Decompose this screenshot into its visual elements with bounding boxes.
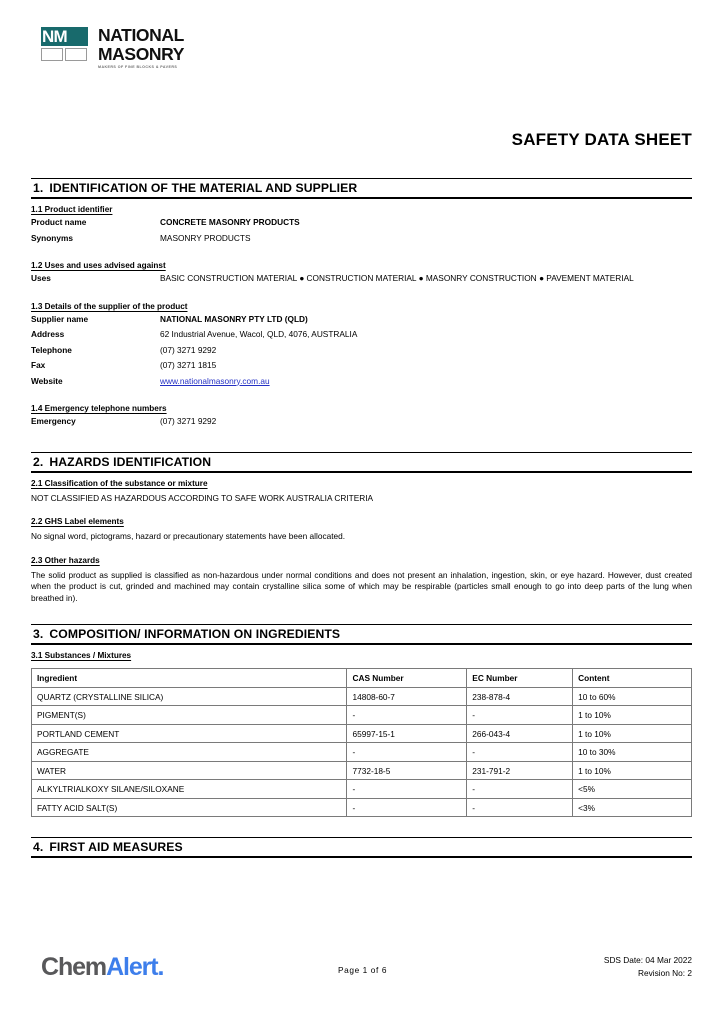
subsection-1-1: 1.1 Product identifier — [31, 205, 113, 214]
emergency-label: Emergency — [31, 416, 76, 426]
table-header-cell-0: Ingredient — [32, 669, 347, 688]
product-name-label: Product name — [31, 217, 87, 227]
table-cell-3: 1 to 10% — [573, 706, 692, 725]
table-cell-1: 65997-15-1 — [347, 724, 467, 743]
field-address — [31, 329, 692, 341]
table-cell-0: FATTY ACID SALT(S) — [32, 798, 347, 817]
table-row — [32, 687, 692, 706]
classification-text: NOT CLASSIFIED AS HAZARDOUS ACCORDING TO SAFE WORK AUSTRALIA CRITERIA — [31, 492, 374, 503]
chemalert-logo-chem: Chem — [41, 953, 107, 981]
field-supplier-name — [31, 314, 692, 326]
subsection-1-3: 1.3 Details of the supplier of the product — [31, 301, 188, 311]
product-name-value: CONCRETE MASONRY PRODUCTS — [160, 217, 300, 227]
other-hazards-text: The solid product as supplied is classified as non-hazardous under normal conditions and does not present an inhalation, ingestion, skin, or eye hazard. However, dust created when the product is cut, grinded and machined may contain crystalline silica some of which may be respirable (particles small enough to go into deep parts of the lung when breathed in). — [31, 569, 692, 603]
logo-block-right — [65, 48, 87, 61]
section-2-number: 2. — [33, 454, 44, 469]
table-row — [32, 761, 692, 780]
logo-wordmark — [98, 27, 184, 69]
table-cell-3: <5% — [573, 780, 692, 799]
field-website — [31, 376, 692, 388]
telephone-label: Telephone — [31, 344, 72, 355]
section-3-number: 3. — [33, 627, 44, 642]
uses-label: Uses — [31, 273, 51, 283]
table-cell-0: PORTLAND CEMENT — [32, 724, 347, 743]
table-cell-2: - — [467, 798, 573, 817]
supplier-name-value: NATIONAL MASONRY PTY LTD (QLD) — [160, 313, 308, 324]
logo-tagline: MAKERS OF FINE BLOCKS & PAVERS — [98, 64, 178, 69]
page-number: Page 1 of 6 — [338, 965, 388, 975]
logo-block-left — [41, 48, 63, 61]
table-cell-1: - — [347, 798, 467, 817]
fax-value: (07) 3271 1815 — [160, 360, 217, 370]
subsection-2-3: 2.3 Other hazards — [31, 555, 100, 565]
logo-line-masonry: MASONRY — [98, 43, 184, 64]
table-row — [32, 706, 692, 725]
emergency-value: (07) 3271 9292 — [160, 416, 217, 426]
field-emergency — [31, 416, 692, 428]
table-cell-1: 14808-60-7 — [347, 687, 467, 706]
subsection-2-1: 2.1 Classification of the substance or mixture — [31, 478, 208, 488]
subsection-3-1: 3.1 Substances / Mixtures — [31, 651, 132, 661]
table-cell-3: 10 to 30% — [573, 743, 692, 762]
document-content — [31, 178, 692, 858]
logo-monogram: NM — [41, 27, 88, 46]
table-header-cell-1: CAS Number — [347, 669, 467, 688]
field-product-name — [31, 217, 692, 229]
table-cell-0: AGGREGATE — [32, 743, 347, 762]
section-3-title: COMPOSITION/ INFORMATION ON INGREDIENTS — [49, 627, 341, 642]
field-synonyms — [31, 233, 692, 245]
table-cell-2: - — [467, 780, 573, 799]
table-cell-1: - — [347, 743, 467, 762]
section-heading-4 — [31, 837, 692, 858]
table-cell-1: 7732-18-5 — [347, 761, 467, 780]
table-cell-3: <3% — [573, 798, 692, 817]
revision-block — [604, 954, 692, 980]
subsection-2-2: 2.2 GHS Label elements — [31, 517, 124, 527]
table-cell-2: 238-878-4 — [467, 687, 573, 706]
logo-line-national: NATIONAL — [98, 25, 184, 45]
company-logo — [41, 27, 184, 69]
section-heading-2 — [31, 452, 692, 473]
synonyms-value: MASONRY PRODUCTS — [160, 232, 251, 243]
table-row — [32, 743, 692, 762]
table-cell-2: - — [467, 743, 573, 762]
table-cell-1: - — [347, 706, 467, 725]
fax-label: Fax — [31, 360, 46, 370]
table-header-cell-3: Content — [573, 669, 692, 688]
address-value: 62 Industrial Avenue, Wacol, QLD, 4076, AUSTRALIA — [160, 329, 358, 339]
field-uses — [31, 273, 692, 285]
table-cell-0: ALKYLTRIALKOXY SILANE/SILOXANE — [32, 780, 347, 799]
section-2-title: HAZARDS IDENTIFICATION — [49, 454, 212, 469]
field-fax — [31, 360, 692, 372]
document-title: SAFETY DATA SHEET — [511, 130, 692, 149]
table-cell-3: 10 to 60% — [573, 687, 692, 706]
revision-number: Revision No: 2 — [638, 968, 692, 978]
logo-mark — [41, 27, 97, 61]
table-row — [32, 798, 692, 817]
table-row — [32, 724, 692, 743]
address-label: Address — [31, 329, 65, 339]
chemalert-logo-alert: Alert. — [106, 953, 164, 981]
table-cell-3: 1 to 10% — [573, 761, 692, 780]
table-cell-2: - — [467, 706, 573, 725]
website-label: Website — [31, 375, 63, 386]
section-1-title: IDENTIFICATION OF THE MATERIAL AND SUPPLIER — [49, 181, 358, 195]
table-row — [32, 780, 692, 799]
table-cell-0: PIGMENT(S) — [32, 706, 347, 725]
table-cell-3: 1 to 10% — [573, 724, 692, 743]
website-link[interactable]: www.nationalmasonry.com.au — [160, 375, 270, 386]
synonyms-label: Synonyms — [31, 232, 73, 243]
section-heading-1 — [31, 178, 692, 199]
chemalert-logo — [41, 954, 163, 980]
table-cell-0: WATER — [32, 761, 347, 780]
supplier-name-label: Supplier name — [31, 313, 89, 324]
telephone-value: (07) 3271 9292 — [160, 344, 217, 355]
sds-date: SDS Date: 04 Mar 2022 — [603, 955, 692, 965]
ghs-label-elements-text: No signal word, pictograms, hazard or precautionary statements have been allocated. — [31, 531, 346, 542]
table-cell-1: - — [347, 780, 467, 799]
uses-value: BASIC CONSTRUCTION MATERIAL ● CONSTRUCTION MATERIAL ● MASONRY CONSTRUCTION ● PAVEMENT MATERIAL — [160, 273, 634, 283]
table-cell-2: 266-043-4 — [467, 724, 573, 743]
table-header-cell-2: EC Number — [467, 669, 573, 688]
field-telephone — [31, 345, 692, 357]
subsection-1-4: 1.4 Emergency telephone numbers — [31, 404, 167, 413]
table-cell-2: 231-791-2 — [467, 761, 573, 780]
section-1-number: 1. — [33, 181, 44, 195]
section-4-title: FIRST AID MEASURES — [49, 840, 183, 855]
section-heading-3 — [31, 624, 692, 645]
page-footer — [31, 948, 692, 1010]
logo-blocks-icon — [41, 48, 97, 61]
subsection-1-2: 1.2 Uses and uses advised against — [31, 261, 166, 270]
section-4-number: 4. — [33, 840, 44, 855]
table-header-row — [32, 669, 692, 688]
ingredients-table — [31, 668, 692, 817]
table-cell-0: QUARTZ (CRYSTALLINE SILICA) — [32, 687, 347, 706]
